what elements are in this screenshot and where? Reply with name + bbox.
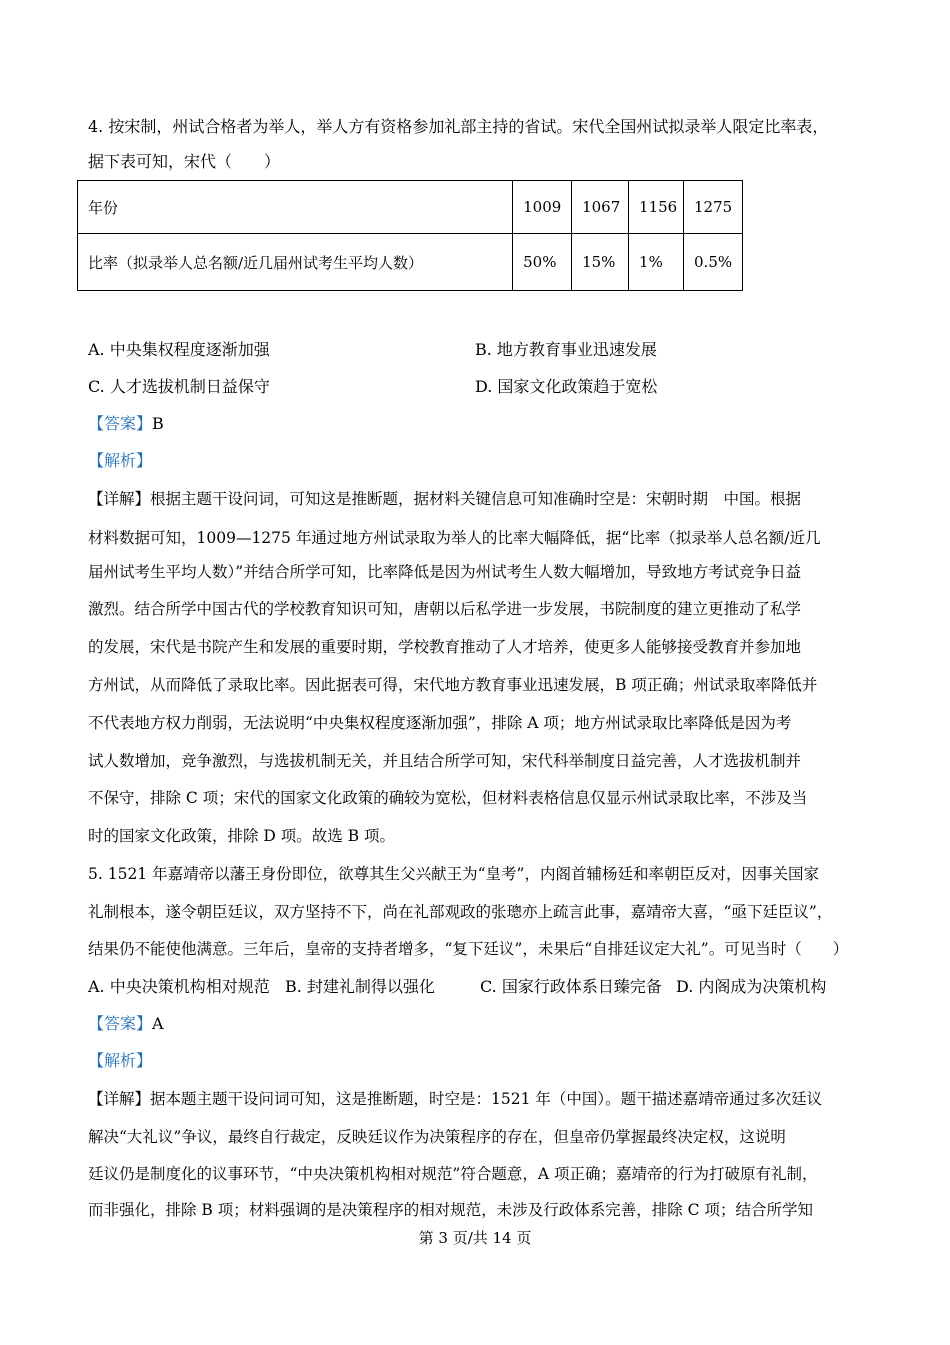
answer-value: A: [152, 1014, 164, 1033]
detail-text: 根据主题干设问词，可知这是推断题，据材料关键信息可知准确时空是：宋朝时期 中国。根据: [150, 490, 802, 508]
q5-detail-line-1: [88, 1089, 822, 1109]
table-cell-rate-label: 比率（拟录举人总名额/近几届州试考生平均人数）: [78, 234, 513, 291]
q4-detail-line-2: 材料数据可知，1009—1275 年通过地方州试录取为举人的比率大幅降低，据“比率（拟录举人总名额/近几: [88, 529, 821, 547]
table-cell-year: 1009: [513, 181, 572, 234]
table-cell-year: 1275: [684, 181, 743, 234]
q5-option-c: C. 国家行政体系日臻完备: [480, 977, 662, 996]
detail-label: 【详解】: [88, 490, 151, 508]
q4-stem-line-2: 据下表可知，宋代（ ）: [88, 152, 281, 171]
q4-detail-line-6: 方州试，从而降低了录取比率。因此据表可得，宋代地方教育事业迅速发展，B 项正确；州试录取率降低并: [88, 676, 818, 694]
answer-label: 【答案】: [88, 1014, 153, 1033]
q5-option-a: A. 中央决策机构相对规范: [88, 977, 270, 996]
q4-answer: [88, 414, 164, 434]
table-row-years: [78, 181, 743, 234]
detail-label: 【详解】: [88, 1090, 151, 1108]
q4-option-a: A. 中央集权程度逐渐加强: [88, 340, 270, 359]
q5-stem-line-3: 结果仍不能使他满意。三年后，皇帝的支持者增多，“复下廷议”，未果后“自排廷议定大礼”。可见当时（ ）: [88, 940, 849, 958]
q4-detail-line-1: [88, 489, 801, 509]
q4-detail-line-4: 激烈。结合所学中国古代的学校教育知识可知，唐朝以后私学进一步发展，书院制度的建立更推动了私学: [88, 600, 802, 618]
q4-ratio-table: [77, 180, 743, 291]
q4-detail-line-8: 试人数增加，竞争激烈，与选拔机制无关，并且结合所学可知，宋代科举制度日益完善，人才选拔机制并: [88, 752, 802, 770]
table-cell-year: 1067: [572, 181, 629, 234]
q5-detail-line-4: 而非强化，排除 B 项；材料强调的是决策程序的相对规范，未涉及行政体系完善，排除 C 项；结合所学知: [88, 1201, 813, 1219]
q5-stem-line-2: 礼制根本，遂令朝臣廷议，双方坚持不下，尚在礼部观政的张璁亦上疏言此事，嘉靖帝大喜，“亟下廷臣议”，: [88, 903, 833, 921]
table-cell-rate: 15%: [572, 234, 629, 291]
q5-option-b: B. 封建礼制得以强化: [285, 977, 435, 996]
table-cell-rate: 0.5%: [684, 234, 743, 291]
q4-detail-line-7: 不代表地方权力削弱，无法说明“中央集权程度逐渐加强”，排除 A 项；地方州试录取比率降低是因为考: [88, 714, 792, 732]
q4-detail-line-5: 的发展，宋代是书院产生和发展的重要时期，学校教育推动了人才培养，使更多人能够接受教育并参加地: [88, 638, 802, 656]
table-cell-rate: 1%: [629, 234, 684, 291]
page-footer: 第 3 页/共 14 页: [418, 1229, 532, 1247]
table-cell-year: 1156: [629, 181, 684, 234]
q4-option-d: D. 国家文化政策趋于宽松: [475, 377, 658, 396]
q4-detail-line-9: 不保守，排除 C 项；宋代的国家文化政策的确较为宽松，但材料表格信息仅显示州试录取比率，不涉及当: [88, 789, 808, 807]
q5-detail-line-3: 廷议仍是制度化的议事环节，“中央决策机构相对规范”符合题意，A 项正确；嘉靖帝的行为打破原有礼制，: [88, 1165, 818, 1183]
q4-stem-line-1: 4. 按宋制，州试合格者为举人，举人方有资格参加礼部主持的省试。宋代全国州试拟录举人限定比率表，: [88, 117, 829, 136]
q4-detail-line-10: 时的国家文化政策，排除 D 项。故选 B 项。: [88, 827, 396, 845]
answer-value: B: [152, 414, 164, 433]
answer-label: 【答案】: [88, 414, 153, 433]
q5-stem-line-1: 5. 1521 年嘉靖帝以藩王身份即位，欲尊其生父兴献王为“皇考”，内阁首辅杨廷和率朝臣反对，因事关国家: [88, 865, 819, 883]
q5-analysis-label: 【解析】: [88, 1051, 153, 1070]
q4-analysis-label: 【解析】: [88, 451, 153, 470]
table-cell-year-label: 年份: [78, 181, 513, 234]
q5-detail-line-2: 解决“大礼议”争议，最终自行裁定，反映廷议作为决策程序的存在，但皇帝仍掌握最终决定权，这说明: [88, 1128, 786, 1146]
q4-option-c: C. 人才选拔机制日益保守: [88, 377, 270, 396]
detail-text: 据本题主题干设问词可知，这是推断题，时空是：1521 年（中国）。题干描述嘉靖帝通过多次廷议: [150, 1090, 823, 1108]
table-row-rates: [78, 234, 743, 291]
q4-option-b: B. 地方教育事业迅速发展: [475, 340, 657, 359]
q5-option-d: D. 内阁成为决策机构: [676, 977, 827, 996]
table-cell-rate: 50%: [513, 234, 572, 291]
q4-detail-line-3: 届州试考生平均人数）”并结合所学可知，比率降低是因为州试考生人数大幅增加，导致地方考试竞争日益: [88, 563, 802, 581]
q5-answer: [88, 1014, 164, 1034]
